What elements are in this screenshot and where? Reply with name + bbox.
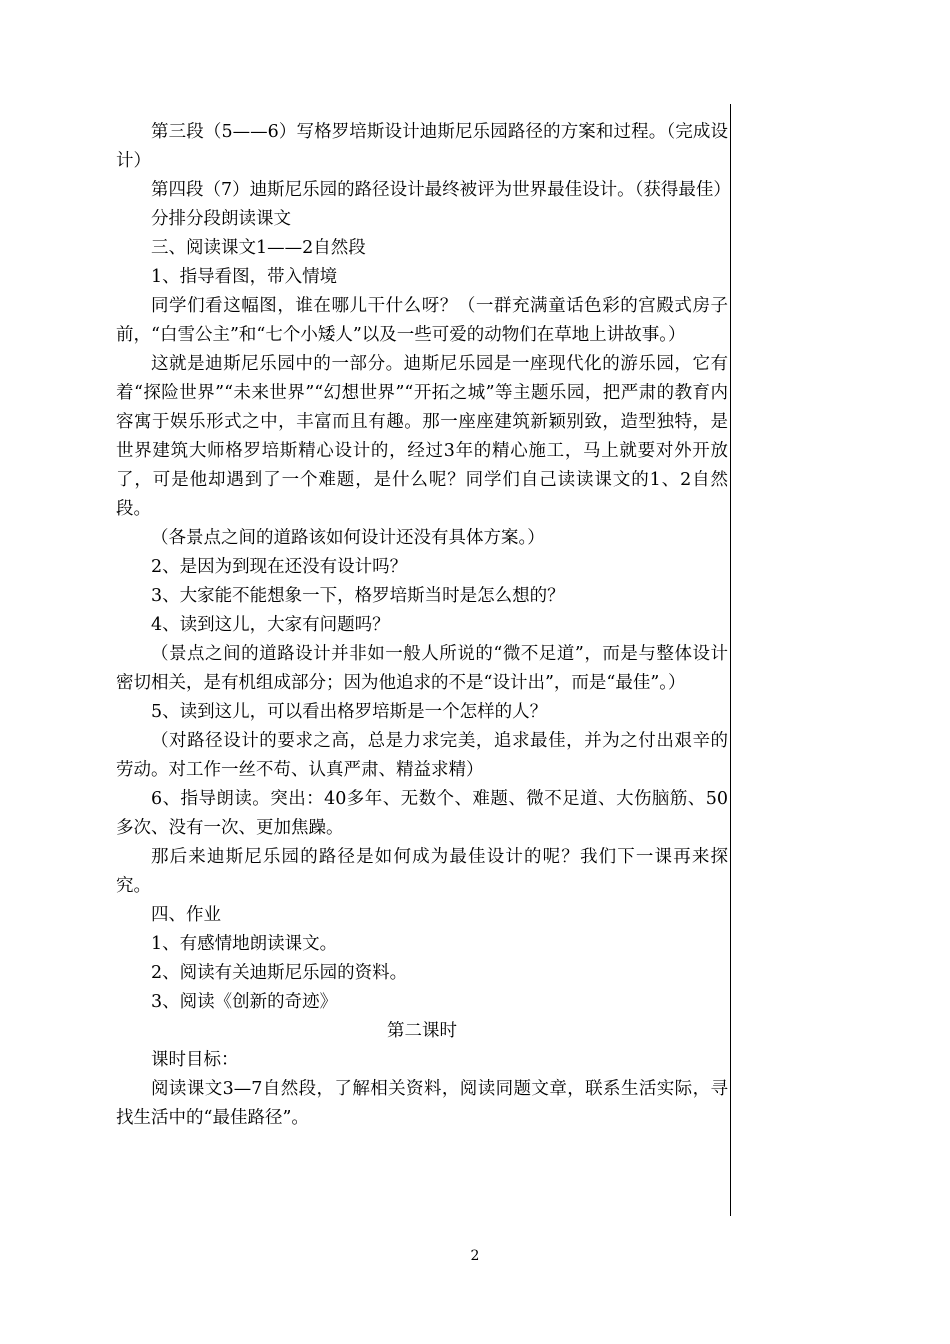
paragraph: 阅读课文3—7自然段，了解相关资料，阅读同题文章，联系生活实际，寻找生活中的“最佳路径”。 xyxy=(116,1079,728,1128)
paragraph: 同学们看这幅图，谁在哪儿干什么呀？（一群充满童话色彩的宫殿式房子前，“白雪公主”和“七个小矮人”以及一些可爱的动物们在草地上讲故事。） xyxy=(116,296,728,345)
paragraph: 1、有感情地朗读课文。 xyxy=(151,934,338,954)
paragraph: 6、指导朗读。突出：40多年、无数个、难题、微不足道、大伤脑筋、50多次、没有一次、更加焦躁。 xyxy=(116,789,728,838)
section-heading: 第二课时 xyxy=(387,1021,457,1041)
page-number: 2 xyxy=(470,1248,480,1264)
paragraph: 3、大家能不能想象一下，格罗培斯当时是怎么想的？ xyxy=(151,586,565,606)
paragraph: 5、读到这儿，可以看出格罗培斯是一个怎样的人？ xyxy=(151,702,548,722)
paragraph: 课时目标： xyxy=(151,1050,239,1070)
paragraph: （各景点之间的道路该如何设计还没有具体方案。） xyxy=(151,528,545,548)
paragraph: （对路径设计的要求之高，总是力求完美，追求最佳，并为之付出艰辛的劳动。对工作一丝不苟、认真严肃、精益求精） xyxy=(116,731,728,780)
paragraph: 那后来迪斯尼乐园的路径是如何成为最佳设计的呢？我们下一课再来探究。 xyxy=(116,847,728,896)
paragraph: 第三段（5——6）写格罗培斯设计迪斯尼乐园路径的方案和过程。（完成设计） xyxy=(116,122,728,171)
table-border-line xyxy=(730,104,731,1216)
paragraph: 4、读到这儿，大家有问题吗？ xyxy=(151,615,390,635)
paragraph: 2、是因为到现在还没有设计吗？ xyxy=(151,557,408,577)
paragraph: 三、阅读课文1——2自然段 xyxy=(151,238,366,258)
paragraph: 四、作业 xyxy=(151,905,221,925)
paragraph: 分排分段朗读课文 xyxy=(151,209,291,229)
paragraph: 第四段（7）迪斯尼乐园的路径设计最终被评为世界最佳设计。（获得最佳） xyxy=(151,180,731,200)
paragraph: 这就是迪斯尼乐园中的一部分。迪斯尼乐园是一座现代化的游乐园，它有着“探险世界”“未来世界”“幻想世界”“开拓之城”等主题乐园，把严肃的教育内容寓于娱乐形式之中，丰富而且有趣。那一座座建筑新颖别致，造型独特，是世界建筑大师格罗培斯精心设计的，经过3年的精心施工，马上就要对外开放了，可是他却遇到了一个难题，是什么呢？同学们自己读读课文的1、2自然段。 xyxy=(116,354,728,519)
paragraph: 1、指导看图，带入情境 xyxy=(151,267,338,287)
paragraph: 2、阅读有关迪斯尼乐园的资料。 xyxy=(151,963,408,983)
paragraph: （景点之间的道路设计并非如一般人所说的“微不足道”，而是与整体设计密切相关，是有机组成部分；因为他追求的不是“设计出”，而是“最佳”。） xyxy=(116,644,728,693)
lesson-plan-body xyxy=(116,118,731,1133)
paragraph: 3、阅读《创新的奇迹》 xyxy=(151,992,338,1012)
